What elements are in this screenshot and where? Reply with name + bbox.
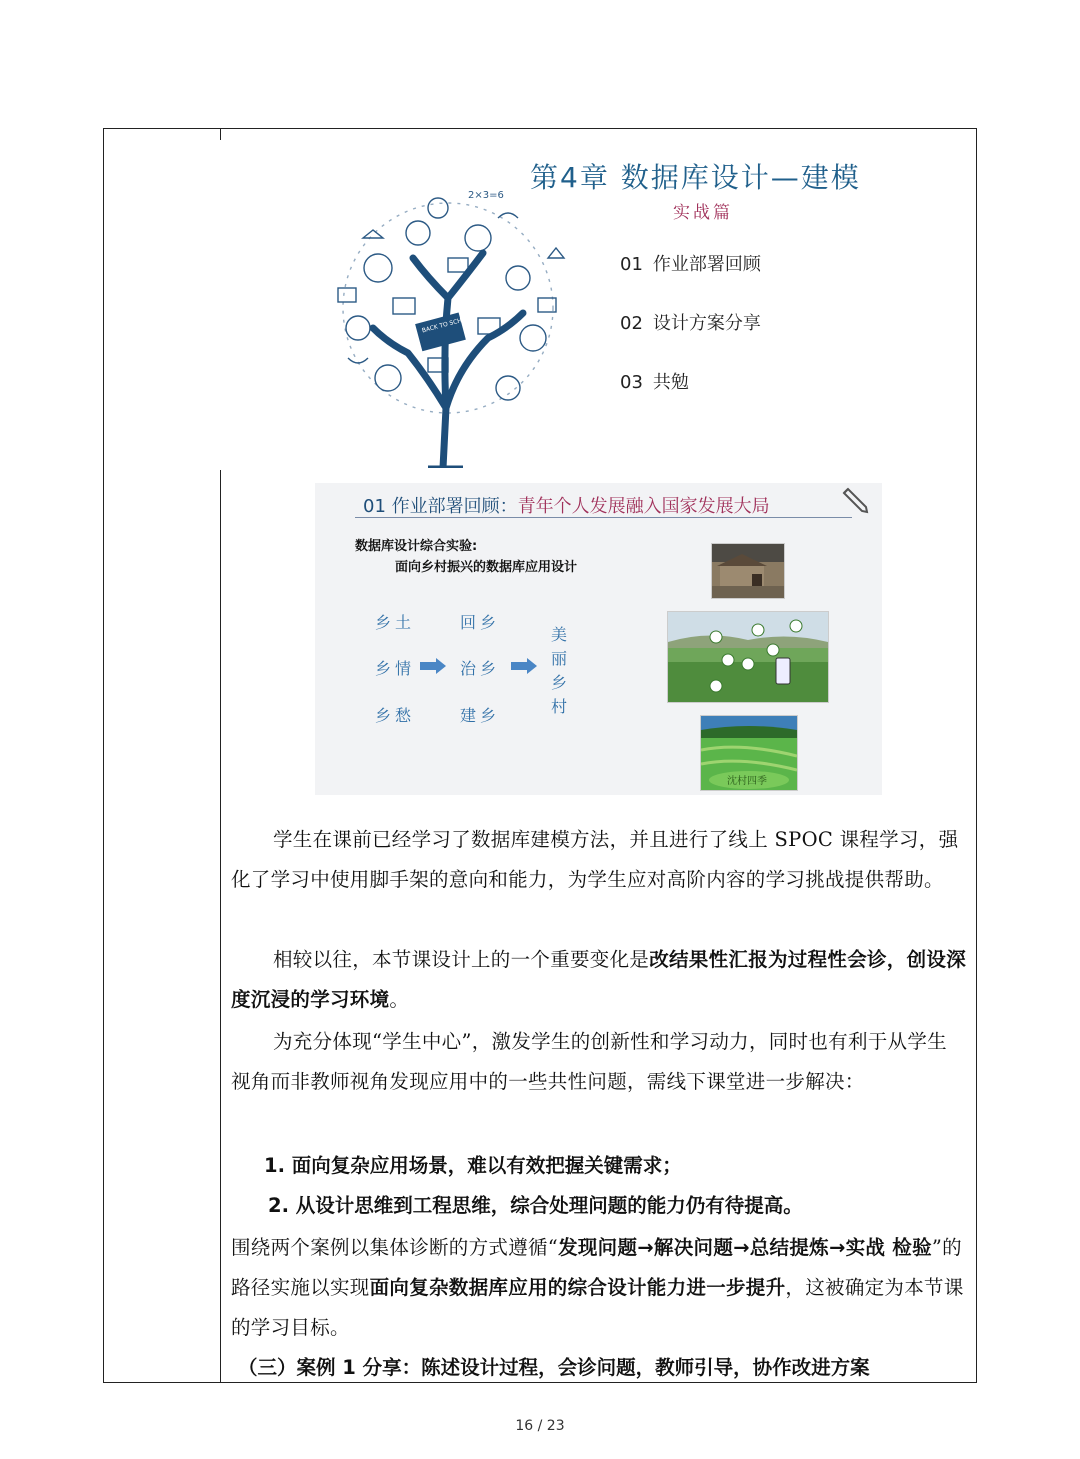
word-xiangtu: 乡土 (375, 613, 416, 632)
list-item-2: 2. 从设计思维到工程思维，综合处理问题的能力仍有待提高。 (268, 1194, 803, 1217)
agenda-label: 作业部署回顾 (652, 254, 761, 275)
experiment-subtitle: 面向乡村振兴的数据库应用设计 (395, 560, 578, 575)
paragraph-4: 围绕两个案例以集体诊断的方式遵循“发现问题→解决问题→总结提炼→实战 检验”的路径实施以实现面向复杂数据库应用的综合设计能力进一步提升，这被确定为本节课的学习目标。 (231, 1236, 964, 1339)
paragraph-3: 为充分体现“学生中心”，激发学生的创新性和学习动力，同时也有利于从学生视角而非教师视角发现应用中的一些共性问题，需线下课堂进一步解决： (231, 1030, 947, 1093)
agenda-label: 设计方案分享 (652, 313, 761, 334)
page-number: 16 / 23 (515, 1418, 565, 1434)
chapter-title: 第4章 数据库设计—建模 (530, 161, 861, 194)
agenda-item-2 (620, 309, 761, 335)
tree-school-text: BACK TO SCHOOL! (421, 313, 478, 335)
word-meili-xiangcun: 美丽乡村 (550, 625, 567, 716)
assignment-slide (315, 483, 882, 795)
agenda-num: 01 (620, 254, 643, 275)
village-photo (711, 543, 785, 599)
word-xiangqing: 乡情 (375, 659, 416, 678)
agenda-num: 03 (620, 372, 643, 393)
word-zhixiang: 治乡 (460, 659, 501, 678)
list-item-1: 1. 面向复杂应用场景，难以有效把握关键需求； (264, 1154, 682, 1177)
slide-header-highlight: 青年个人发展融入国家发展大局 (517, 496, 770, 517)
chapter-slide (218, 140, 974, 470)
chapter-subtitle: 实战篇 (673, 203, 733, 223)
tree-math-text: 2×3=6 (468, 190, 504, 201)
word-xiangchou: 乡愁 (375, 706, 416, 725)
tree-illustration (318, 178, 588, 468)
agenda-item-1 (620, 250, 761, 276)
section-heading: （三）案例 1 分享：陈述设计过程，会诊问题，教师引导，协作改进方案 (238, 1356, 870, 1379)
header-underline (355, 517, 852, 518)
smart-village-photo (667, 611, 829, 703)
arrow-right-icon (511, 658, 537, 674)
photo-caption: 沈村四季 (727, 776, 767, 787)
pencil-icon (840, 485, 870, 515)
terrace-photo (700, 715, 798, 791)
agenda-label: 共勉 (652, 372, 689, 393)
paragraph-1: 学生在课前已经学习了数据库建模方法，并且进行了线上 SPOC 课程学习，强化了学习中使用脚手架的意向和能力，为学生应对高阶内容的学习挑战提供帮助。 (231, 828, 959, 891)
word-jianxiang: 建乡 (460, 706, 501, 725)
paragraph-2: 相较以往，本节课设计上的一个重要变化是改结果性汇报为过程性会诊，创设深度沉浸的学习环境。 (231, 948, 967, 1011)
experiment-title: 数据库设计综合实验: (355, 539, 478, 554)
slide-header-prefix: 01 作业部署回顾： (363, 496, 518, 517)
agenda-num: 02 (620, 313, 643, 334)
word-huixiang: 回乡 (460, 613, 501, 632)
arrow-right-icon (420, 658, 446, 674)
slide-header (363, 492, 770, 518)
agenda-item-3 (620, 368, 689, 394)
